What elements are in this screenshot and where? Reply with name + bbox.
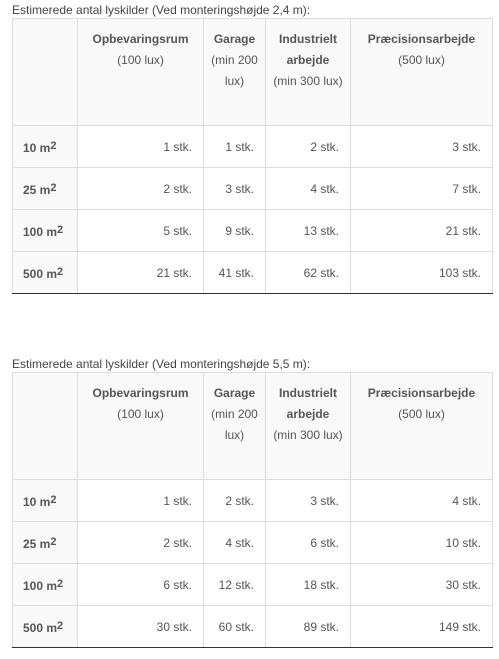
corner-cell — [13, 373, 78, 480]
table-cell: 2 stk. — [78, 522, 204, 564]
table-cell: 41 stk. — [204, 252, 266, 294]
table-block-2 — [12, 357, 492, 648]
table-cell: 13 stk. — [266, 210, 351, 252]
table-cell: 62 stk. — [266, 252, 351, 294]
table-cell: 30 stk. — [78, 606, 204, 648]
table-cell: 103 stk. — [351, 252, 493, 294]
table-row — [13, 168, 493, 210]
table-cell: 5 stk. — [78, 210, 204, 252]
table-cell: 3 stk. — [204, 168, 266, 210]
column-header — [78, 19, 204, 126]
table-row — [13, 210, 493, 252]
table-cell: 9 stk. — [204, 210, 266, 252]
row-header: 100 $m^2$ — [13, 210, 78, 252]
table-cell: 1 stk. — [78, 480, 204, 522]
table-row — [13, 480, 493, 522]
table-cell: 2 stk. — [78, 168, 204, 210]
table-cell: 4 stk. — [204, 522, 266, 564]
column-subtitle: (min 300 lux) — [273, 74, 343, 88]
lighting-table — [12, 18, 493, 294]
column-subtitle: (min 300 lux) — [273, 428, 343, 442]
table-row — [13, 252, 493, 294]
table-cell: 2 stk. — [204, 480, 266, 522]
column-title: Præcisionsarbejde — [367, 386, 476, 400]
table-cell: 3 stk. — [266, 480, 351, 522]
row-header: 500 $m^2$ — [13, 606, 78, 648]
header-row — [13, 19, 493, 126]
column-subtitle: (min 200 lux) — [211, 407, 258, 442]
lighting-table — [12, 372, 493, 648]
column-header — [266, 19, 351, 126]
column-subtitle: (min 200 lux) — [211, 53, 258, 88]
column-title: Opbevaringsrum — [92, 386, 189, 400]
column-subtitle: (100 lux) — [117, 53, 164, 67]
table-cell: 4 stk. — [266, 168, 351, 210]
column-header — [78, 373, 204, 480]
table-caption: Estimerede antal lyskilder (Ved monteringshøjde 5,5 m): — [12, 357, 311, 371]
header-row — [13, 373, 493, 480]
table-cell: 1 stk. — [78, 126, 204, 168]
column-header — [351, 373, 493, 480]
table-cell: 21 stk. — [78, 252, 204, 294]
table-row — [13, 606, 493, 648]
column-header — [204, 373, 266, 480]
column-title: Præcisionsarbejde — [367, 32, 476, 46]
column-title: Industrielt arbejde — [278, 386, 337, 421]
table-cell: 6 stk. — [78, 564, 204, 606]
column-title: Opbevaringsrum — [92, 32, 189, 46]
row-header: 100 $m^2$ — [13, 564, 78, 606]
table-cell: 10 stk. — [351, 522, 493, 564]
table-cell: 6 stk. — [266, 522, 351, 564]
table-cell: 60 stk. — [204, 606, 266, 648]
column-title: Garage — [213, 386, 256, 400]
column-subtitle: (100 lux) — [117, 407, 164, 421]
column-title: Industrielt arbejde — [278, 32, 337, 67]
row-header: 25 $m^2$ — [13, 168, 78, 210]
table-cell: 4 stk. — [351, 480, 493, 522]
table-row — [13, 522, 493, 564]
table-cell: 12 stk. — [204, 564, 266, 606]
table-cell: 149 stk. — [351, 606, 493, 648]
table-cell: 21 stk. — [351, 210, 493, 252]
table-row — [13, 564, 493, 606]
table-caption: Estimerede antal lyskilder (Ved monteringshøjde 2,4 m): — [12, 3, 311, 17]
table-cell: 89 stk. — [266, 606, 351, 648]
row-header: 25 $m^2$ — [13, 522, 78, 564]
table-cell: 7 stk. — [351, 168, 493, 210]
table-row — [13, 126, 493, 168]
column-subtitle: (500 lux) — [398, 407, 445, 421]
table-cell: 30 stk. — [351, 564, 493, 606]
column-subtitle: (500 lux) — [398, 53, 445, 67]
column-header — [351, 19, 493, 126]
row-header: 10 $m^2$ — [13, 480, 78, 522]
table-cell: 1 stk. — [204, 126, 266, 168]
table-block-1 — [12, 3, 492, 294]
column-title: Garage — [213, 32, 256, 46]
table-cell: 18 stk. — [266, 564, 351, 606]
column-header — [266, 373, 351, 480]
row-header: 500 $m^2$ — [13, 252, 78, 294]
table-cell: 3 stk. — [351, 126, 493, 168]
column-header — [204, 19, 266, 126]
table-cell: 2 stk. — [266, 126, 351, 168]
row-header: 10 $m^2$ — [13, 126, 78, 168]
corner-cell — [13, 19, 78, 126]
